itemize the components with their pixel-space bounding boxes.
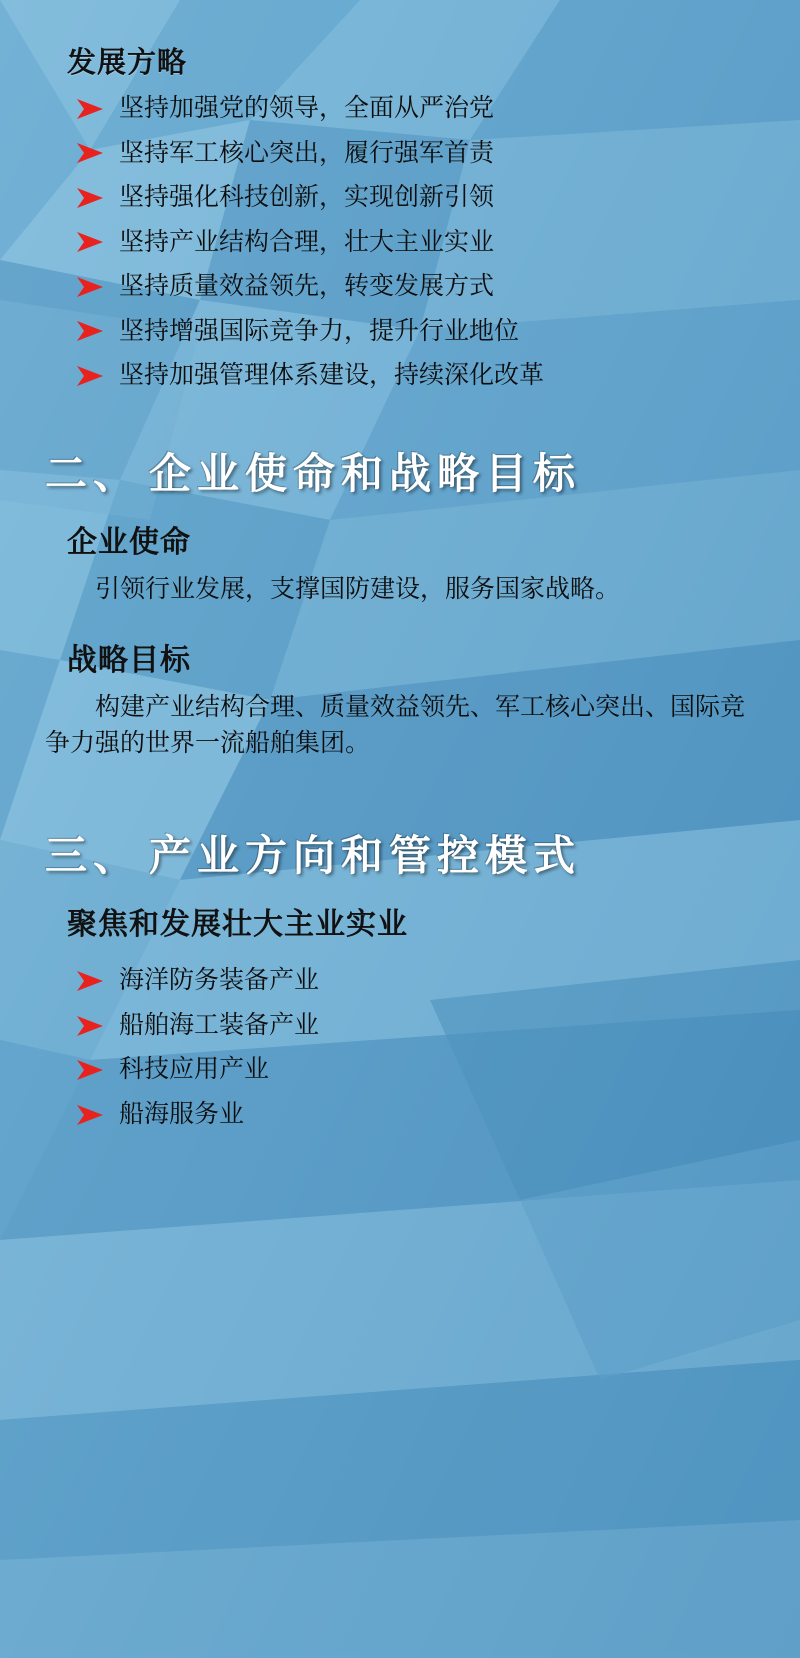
list-item-label: 坚持加强管理体系建设，持续深化改革 (119, 361, 545, 389)
arrow-bullet-icon (77, 142, 105, 164)
goal-text: 构建产业结构合理、质量效益领先、军工核心突出、国际竞争力强的世界一流船舶集团。 (45, 692, 746, 757)
arrow-bullet-icon (77, 187, 105, 209)
focus-list (45, 967, 770, 1128)
arrow-bullet-icon (77, 320, 105, 342)
section-two-label: 企业使命和战略目标 (149, 449, 582, 497)
section-three-number: 三、 (45, 832, 142, 880)
focus-title: 聚焦和发展壮大主业实业 (67, 908, 408, 942)
list-item-label: 船海服务业 (119, 1099, 245, 1128)
list-item (45, 273, 770, 301)
list-item (45, 362, 770, 390)
arrow-bullet-icon (77, 1059, 105, 1081)
list-item-label: 坚持军工核心突出，履行强军首责 (119, 138, 495, 167)
arrow-bullet-icon (77, 231, 105, 253)
section-three-label: 产业方向和管控模式 (149, 832, 582, 880)
section-three-title (45, 823, 770, 883)
list-item (45, 1101, 770, 1129)
list-item-label: 船舶海工装备产业 (119, 1010, 320, 1039)
strategy-list (45, 95, 770, 390)
mission-text: 引领行业发展，支撑国防建设，服务国家战略。 (95, 574, 621, 603)
list-item-label: 科技应用产业 (119, 1055, 270, 1084)
arrow-bullet-icon (77, 98, 105, 120)
list-item (45, 967, 770, 995)
strategy-heading: 发展方略 (67, 47, 188, 79)
list-item (45, 1056, 770, 1084)
list-item-label: 坚持增强国际竞争力，提升行业地位 (119, 316, 520, 345)
list-item (45, 1012, 770, 1040)
arrow-bullet-icon (77, 1015, 105, 1037)
arrow-bullet-icon (77, 970, 105, 992)
section-two-number: 二、 (45, 449, 142, 497)
arrow-bullet-icon (77, 365, 105, 387)
list-item (45, 140, 770, 168)
goal-title: 战略目标 (67, 643, 191, 677)
list-item (45, 184, 770, 212)
mission-title: 企业使命 (67, 525, 191, 559)
list-item-label: 坚持产业结构合理，壮大主业实业 (119, 227, 495, 256)
list-item (45, 229, 770, 257)
section-two-title (45, 441, 770, 501)
list-item-label: 海洋防务装备产业 (119, 966, 320, 995)
arrow-bullet-icon (77, 276, 105, 298)
list-item-label: 坚持加强党的领导，全面从严治党 (119, 94, 495, 122)
list-item-label: 坚持强化科技创新，实现创新引领 (119, 183, 495, 211)
list-item (45, 95, 770, 123)
arrow-bullet-icon (77, 1104, 105, 1126)
list-item (45, 318, 770, 346)
list-item-label: 坚持质量效益领先，转变发展方式 (119, 272, 495, 300)
